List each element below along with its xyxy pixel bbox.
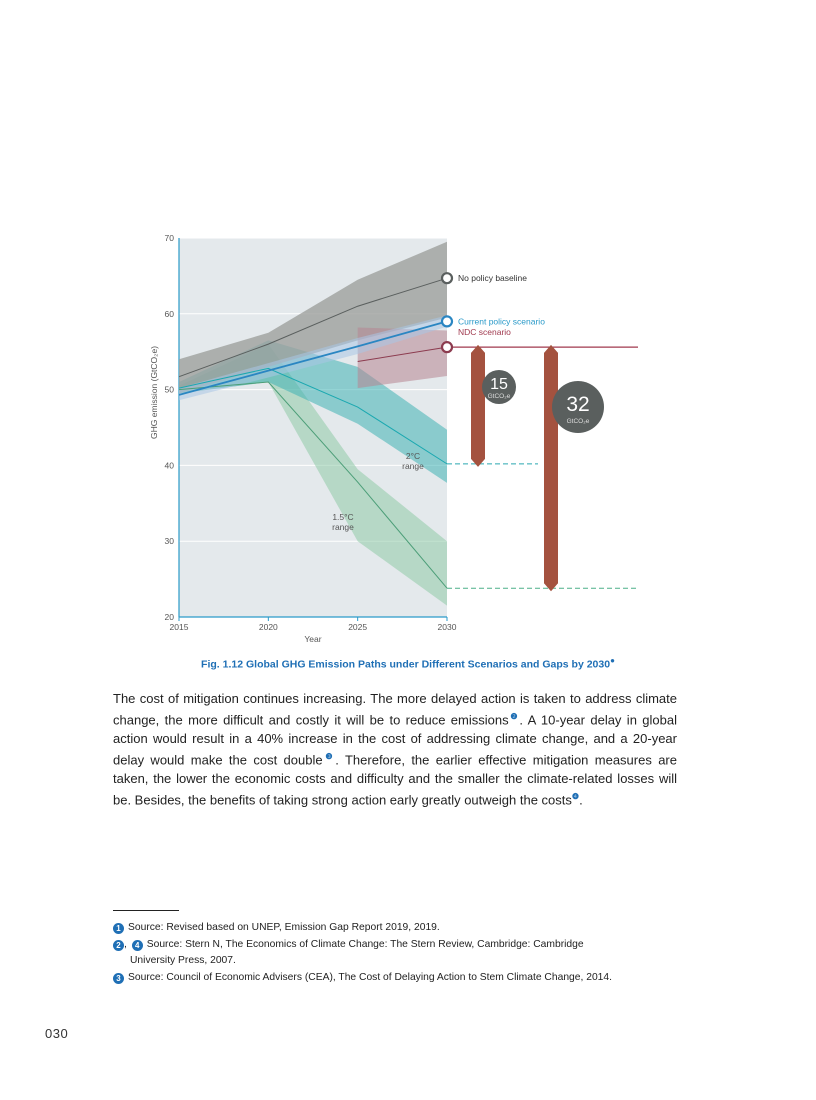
footnote-2 (113, 937, 677, 954)
gap-value: 15 (490, 376, 508, 393)
range-label: range (332, 522, 354, 532)
footnote-1 (113, 920, 677, 937)
y-tick-label: 50 (164, 384, 174, 395)
x-tick-label: 2030 (437, 622, 457, 632)
text: The cost of mitigation continues increasing. The more delayed action is taken to address climate change, the more difficult and costly it will be to reduce emissions (113, 691, 677, 728)
footnote-ref: ❹ (571, 792, 580, 802)
footnote-text: Source: Stern N, The Economics of Climate Change: The Stern Review, Cambridge: Cambridge (146, 938, 584, 950)
figure-caption (0, 656, 816, 671)
gap-value: 32 (566, 393, 590, 416)
footnote-3 (113, 970, 677, 987)
body-paragraph (113, 690, 677, 810)
footnote-text: Source: Revised based on UNEP, Emission Gap Report 2019, 2019. (128, 922, 440, 933)
x-tick-label: 2015 (169, 622, 189, 632)
series-label: NDC scenario (458, 327, 511, 338)
gap-bar (471, 345, 485, 467)
endpoint-marker (442, 273, 452, 283)
caption-text: Fig. 1.12 Global GHG Emission Paths under Different Scenarios and Gaps by 2030 (201, 658, 611, 671)
footnote-ref: ❷ (508, 712, 520, 722)
footnote-number: 4 (132, 940, 143, 951)
separator: , (124, 938, 130, 950)
series-label: No policy baseline (458, 273, 527, 284)
x-tick-label: 2020 (258, 622, 278, 632)
y-axis-title: GHG emission (GtCO₂e) (149, 345, 159, 440)
y-tick-label: 30 (164, 536, 174, 547)
text: . A 10-year delay in global action would result in a 40% increase in the cost of addressing climate change, and a 20-year delay would make the cost double (113, 712, 677, 768)
range-label: 2°C (405, 451, 421, 461)
gap-bar (544, 345, 558, 591)
footnote-number: 2 (113, 940, 124, 951)
endpoint-marker (442, 342, 452, 352)
page-number: 030 (45, 1026, 69, 1041)
series-label: Current policy scenario (458, 316, 545, 327)
footnote-rule (113, 910, 179, 911)
range-label: 1.5°C (332, 512, 354, 522)
footnote-number: 1 (113, 923, 124, 934)
footnote-2-continued: University Press, 2007. (130, 955, 236, 966)
gap-unit: GtCO₂e (487, 393, 511, 400)
footnote-ref: ❸ (322, 752, 336, 762)
footnote-number: 3 (113, 973, 124, 984)
footnotes (113, 920, 677, 986)
caption-ref: ● (610, 656, 615, 665)
text: . Therefore, the earlier effective mitigation measures are taken, the lower the economic costs and difficulty and the smaller the climate-related losses will be. Besides, the benefits of taking strong action early greatly outweigh the costs (113, 752, 677, 808)
x-tick-label: 2025 (348, 622, 368, 632)
endpoint-marker (442, 316, 452, 326)
y-tick-label: 20 (164, 612, 174, 622)
text: . (579, 792, 583, 808)
y-tick-label: 40 (164, 460, 174, 471)
gap-unit: GtCO₂e (566, 418, 590, 425)
y-tick-label: 70 (164, 233, 174, 243)
range-label: range (402, 461, 424, 471)
y-tick-label: 60 (164, 308, 174, 319)
footnote-text: Source: Council of Economic Advisers (CEA), The Cost of Delaying Action to Stem Climate Change, 2014. (128, 971, 612, 983)
x-axis-title: Year (304, 634, 322, 644)
